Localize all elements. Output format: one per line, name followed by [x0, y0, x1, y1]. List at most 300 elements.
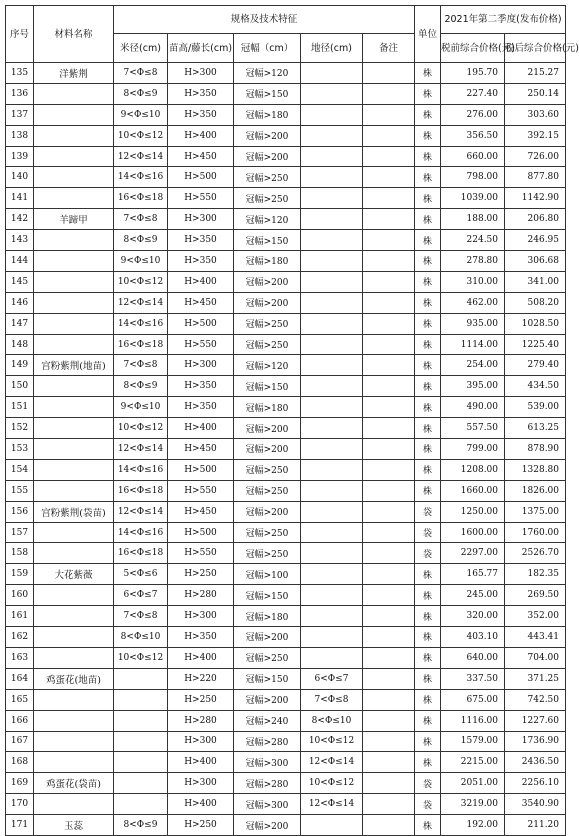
cell-remark — [363, 773, 415, 794]
cell-height: H>450 — [168, 292, 234, 313]
cell-post-tax-price: 1736.90 — [505, 731, 566, 752]
cell-unit: 株 — [415, 83, 441, 104]
cell-pre-tax-price: 1660.00 — [441, 480, 505, 501]
cell-material-name — [34, 167, 114, 188]
table-row — [6, 167, 566, 188]
cell-unit: 株 — [415, 752, 441, 773]
cell-height: H>300 — [168, 63, 234, 84]
table-row — [6, 146, 566, 167]
cell-material-name — [34, 606, 114, 627]
cell-seq: 135 — [6, 63, 34, 84]
cell-crown: 冠幅>280 — [234, 773, 301, 794]
cell-seq: 154 — [6, 459, 34, 480]
cell-post-tax-price: 443.41 — [505, 627, 566, 648]
cell-remark — [363, 167, 415, 188]
cell-diameter: 10<Φ≤12 — [114, 271, 168, 292]
cell-material-name — [34, 188, 114, 209]
cell-ground-diameter — [301, 167, 363, 188]
cell-crown: 冠幅>250 — [234, 647, 301, 668]
cell-seq: 155 — [6, 480, 34, 501]
cell-material-name — [34, 271, 114, 292]
cell-crown: 冠幅>250 — [234, 167, 301, 188]
table-body — [6, 63, 566, 836]
cell-remark — [363, 815, 415, 836]
cell-height: H>280 — [168, 710, 234, 731]
cell-post-tax-price: 2256.10 — [505, 773, 566, 794]
cell-material-name — [34, 689, 114, 710]
cell-seq: 151 — [6, 397, 34, 418]
cell-diameter: 16<Φ≤18 — [114, 480, 168, 501]
cell-crown: 冠幅>200 — [234, 418, 301, 439]
table-row — [6, 689, 566, 710]
cell-diameter: 6<Φ≤7 — [114, 585, 168, 606]
cell-material-name: 宫粉紫荆(地苗) — [34, 355, 114, 376]
cell-diameter: 14<Φ≤16 — [114, 313, 168, 334]
cell-ground-diameter — [301, 230, 363, 251]
table-row — [6, 376, 566, 397]
table-row — [6, 313, 566, 334]
cell-pre-tax-price: 2297.00 — [441, 543, 505, 564]
cell-pre-tax-price: 395.00 — [441, 376, 505, 397]
table-row — [6, 104, 566, 125]
cell-crown: 冠幅>150 — [234, 585, 301, 606]
cell-material-name: 鸡蛋花(袋苗) — [34, 773, 114, 794]
cell-ground-diameter — [301, 606, 363, 627]
cell-material-name — [34, 251, 114, 272]
cell-crown: 冠幅>200 — [234, 627, 301, 648]
cell-seq: 169 — [6, 773, 34, 794]
cell-crown: 冠幅>250 — [234, 313, 301, 334]
cell-pre-tax-price: 278.80 — [441, 251, 505, 272]
cell-crown: 冠幅>100 — [234, 564, 301, 585]
cell-seq: 136 — [6, 83, 34, 104]
header-price-group: 2021年第二季度(发布价格) — [441, 6, 566, 34]
cell-ground-diameter: 10<Φ≤12 — [301, 773, 363, 794]
table-row — [6, 668, 566, 689]
cell-pre-tax-price: 165.77 — [441, 564, 505, 585]
cell-pre-tax-price: 935.00 — [441, 313, 505, 334]
cell-remark — [363, 459, 415, 480]
cell-post-tax-price: 613.25 — [505, 418, 566, 439]
cell-material-name — [34, 647, 114, 668]
cell-seq: 159 — [6, 564, 34, 585]
cell-seq: 141 — [6, 188, 34, 209]
cell-post-tax-price: 539.00 — [505, 397, 566, 418]
cell-pre-tax-price: 245.00 — [441, 585, 505, 606]
cell-seq: 170 — [6, 794, 34, 815]
cell-diameter: 12<Φ≤14 — [114, 439, 168, 460]
cell-crown: 冠幅>250 — [234, 522, 301, 543]
cell-pre-tax-price: 675.00 — [441, 689, 505, 710]
cell-post-tax-price: 303.60 — [505, 104, 566, 125]
cell-height: H>550 — [168, 334, 234, 355]
cell-diameter: 16<Φ≤18 — [114, 334, 168, 355]
cell-post-tax-price: 250.14 — [505, 83, 566, 104]
cell-ground-diameter — [301, 104, 363, 125]
cell-post-tax-price: 215.27 — [505, 63, 566, 84]
cell-unit: 株 — [415, 334, 441, 355]
cell-pre-tax-price: 1039.00 — [441, 188, 505, 209]
table-row — [6, 585, 566, 606]
cell-seq: 164 — [6, 668, 34, 689]
cell-pre-tax-price: 557.50 — [441, 418, 505, 439]
cell-post-tax-price: 269.50 — [505, 585, 566, 606]
cell-material-name — [34, 752, 114, 773]
cell-remark — [363, 689, 415, 710]
cell-post-tax-price: 211.20 — [505, 815, 566, 836]
cell-pre-tax-price: 254.00 — [441, 355, 505, 376]
cell-ground-diameter — [301, 209, 363, 230]
cell-remark — [363, 188, 415, 209]
cell-crown: 冠幅>250 — [234, 188, 301, 209]
cell-pre-tax-price: 660.00 — [441, 146, 505, 167]
cell-crown: 冠幅>280 — [234, 731, 301, 752]
header-remark: 备注 — [363, 34, 415, 63]
cell-diameter: 14<Φ≤16 — [114, 167, 168, 188]
cell-diameter: 8<Φ≤9 — [114, 376, 168, 397]
cell-remark — [363, 752, 415, 773]
cell-ground-diameter: 8<Φ≤10 — [301, 710, 363, 731]
cell-ground-diameter — [301, 815, 363, 836]
cell-diameter: 8<Φ≤9 — [114, 230, 168, 251]
cell-height: H>500 — [168, 167, 234, 188]
cell-post-tax-price: 371.25 — [505, 668, 566, 689]
cell-crown: 冠幅>180 — [234, 606, 301, 627]
cell-pre-tax-price: 320.00 — [441, 606, 505, 627]
cell-unit: 株 — [415, 689, 441, 710]
cell-ground-diameter: 10<Φ≤12 — [301, 731, 363, 752]
cell-remark — [363, 543, 415, 564]
cell-diameter: 10<Φ≤12 — [114, 647, 168, 668]
cell-remark — [363, 209, 415, 230]
cell-remark — [363, 355, 415, 376]
table-row — [6, 63, 566, 84]
cell-remark — [363, 418, 415, 439]
cell-ground-diameter — [301, 83, 363, 104]
cell-height: H>300 — [168, 731, 234, 752]
cell-remark — [363, 585, 415, 606]
cell-ground-diameter — [301, 564, 363, 585]
cell-diameter: 7<Φ≤8 — [114, 606, 168, 627]
cell-unit: 株 — [415, 146, 441, 167]
cell-material-name — [34, 418, 114, 439]
cell-seq: 146 — [6, 292, 34, 313]
cell-pre-tax-price: 3219.00 — [441, 794, 505, 815]
cell-diameter: 9<Φ≤10 — [114, 104, 168, 125]
cell-diameter: 12<Φ≤14 — [114, 501, 168, 522]
cell-crown: 冠幅>250 — [234, 334, 301, 355]
cell-ground-diameter: 12<Φ≤14 — [301, 794, 363, 815]
cell-ground-diameter — [301, 418, 363, 439]
cell-material-name — [34, 313, 114, 334]
cell-ground-diameter — [301, 439, 363, 460]
cell-diameter: 16<Φ≤18 — [114, 543, 168, 564]
cell-unit: 袋 — [415, 794, 441, 815]
cell-post-tax-price: 1028.50 — [505, 313, 566, 334]
cell-remark — [363, 606, 415, 627]
cell-unit: 株 — [415, 188, 441, 209]
cell-diameter: 10<Φ≤12 — [114, 125, 168, 146]
cell-post-tax-price: 3540.90 — [505, 794, 566, 815]
cell-pre-tax-price: 192.00 — [441, 815, 505, 836]
cell-post-tax-price: 877.80 — [505, 167, 566, 188]
cell-crown: 冠幅>200 — [234, 146, 301, 167]
cell-diameter — [114, 794, 168, 815]
cell-crown: 冠幅>180 — [234, 397, 301, 418]
cell-seq: 152 — [6, 418, 34, 439]
cell-ground-diameter — [301, 271, 363, 292]
cell-diameter — [114, 668, 168, 689]
cell-material-name — [34, 522, 114, 543]
cell-pre-tax-price: 224.50 — [441, 230, 505, 251]
cell-unit: 株 — [415, 251, 441, 272]
table-row — [6, 271, 566, 292]
cell-ground-diameter — [301, 647, 363, 668]
cell-height: H>300 — [168, 355, 234, 376]
cell-post-tax-price: 352.00 — [505, 606, 566, 627]
cell-unit: 株 — [415, 731, 441, 752]
table-row — [6, 334, 566, 355]
cell-post-tax-price: 742.50 — [505, 689, 566, 710]
cell-height: H>250 — [168, 689, 234, 710]
cell-unit: 株 — [415, 564, 441, 585]
cell-height: H>350 — [168, 627, 234, 648]
cell-seq: 142 — [6, 209, 34, 230]
header-crown: 冠幅（cm） — [234, 34, 301, 63]
cell-remark — [363, 251, 415, 272]
cell-unit: 袋 — [415, 501, 441, 522]
cell-remark — [363, 63, 415, 84]
cell-height: H>300 — [168, 773, 234, 794]
cell-remark — [363, 292, 415, 313]
cell-material-name — [34, 627, 114, 648]
header-height: 苗高/藤长(cm) — [168, 34, 234, 63]
cell-ground-diameter — [301, 292, 363, 313]
cell-remark — [363, 480, 415, 501]
header-seq: 序号 — [6, 6, 34, 63]
cell-height: H>550 — [168, 188, 234, 209]
cell-ground-diameter — [301, 480, 363, 501]
cell-ground-diameter — [301, 397, 363, 418]
cell-height: H>400 — [168, 271, 234, 292]
cell-material-name — [34, 376, 114, 397]
table-row — [6, 564, 566, 585]
cell-pre-tax-price: 337.50 — [441, 668, 505, 689]
cell-remark — [363, 627, 415, 648]
cell-remark — [363, 146, 415, 167]
cell-height: H>500 — [168, 313, 234, 334]
cell-ground-diameter: 12<Φ≤14 — [301, 752, 363, 773]
cell-seq: 167 — [6, 731, 34, 752]
cell-height: H>250 — [168, 564, 234, 585]
cell-crown: 冠幅>240 — [234, 710, 301, 731]
cell-crown: 冠幅>120 — [234, 355, 301, 376]
cell-ground-diameter — [301, 334, 363, 355]
cell-remark — [363, 647, 415, 668]
cell-height: H>450 — [168, 439, 234, 460]
cell-remark — [363, 731, 415, 752]
cell-diameter: 10<Φ≤12 — [114, 418, 168, 439]
cell-crown: 冠幅>200 — [234, 439, 301, 460]
cell-post-tax-price: 306.68 — [505, 251, 566, 272]
cell-post-tax-price: 392.15 — [505, 125, 566, 146]
table-row — [6, 543, 566, 564]
cell-height: H>350 — [168, 83, 234, 104]
table-row — [6, 752, 566, 773]
cell-unit: 株 — [415, 439, 441, 460]
cell-post-tax-price: 1375.00 — [505, 501, 566, 522]
cell-seq: 165 — [6, 689, 34, 710]
cell-material-name — [34, 710, 114, 731]
cell-post-tax-price: 1227.60 — [505, 710, 566, 731]
cell-unit: 袋 — [415, 543, 441, 564]
cell-remark — [363, 230, 415, 251]
cell-unit: 株 — [415, 209, 441, 230]
cell-pre-tax-price: 1114.00 — [441, 334, 505, 355]
cell-crown: 冠幅>250 — [234, 543, 301, 564]
cell-ground-diameter — [301, 251, 363, 272]
cell-seq: 166 — [6, 710, 34, 731]
cell-seq: 137 — [6, 104, 34, 125]
cell-material-name — [34, 146, 114, 167]
cell-height: H>550 — [168, 480, 234, 501]
cell-height: H>400 — [168, 752, 234, 773]
cell-unit: 株 — [415, 585, 441, 606]
cell-height: H>400 — [168, 794, 234, 815]
header-material-name: 材料名称 — [34, 6, 114, 63]
table-row — [6, 627, 566, 648]
cell-seq: 171 — [6, 815, 34, 836]
cell-material-name — [34, 585, 114, 606]
cell-remark — [363, 501, 415, 522]
cell-crown: 冠幅>300 — [234, 794, 301, 815]
cell-height: H>250 — [168, 815, 234, 836]
cell-unit: 株 — [415, 606, 441, 627]
header-ground-diameter: 地径(cm) — [301, 34, 363, 63]
cell-unit: 株 — [415, 104, 441, 125]
cell-pre-tax-price: 1116.00 — [441, 710, 505, 731]
cell-seq: 160 — [6, 585, 34, 606]
cell-pre-tax-price: 2215.00 — [441, 752, 505, 773]
cell-crown: 冠幅>250 — [234, 459, 301, 480]
cell-remark — [363, 271, 415, 292]
cell-height: H>400 — [168, 647, 234, 668]
cell-height: H>220 — [168, 668, 234, 689]
cell-unit: 株 — [415, 167, 441, 188]
cell-post-tax-price: 726.00 — [505, 146, 566, 167]
header-post-tax-price: 税后综合价格(元) — [505, 34, 566, 63]
cell-unit: 株 — [415, 355, 441, 376]
cell-pre-tax-price: 356.50 — [441, 125, 505, 146]
cell-diameter: 8<Φ≤9 — [114, 83, 168, 104]
cell-unit: 株 — [415, 292, 441, 313]
cell-crown: 冠幅>120 — [234, 63, 301, 84]
cell-diameter: 14<Φ≤16 — [114, 522, 168, 543]
cell-diameter — [114, 731, 168, 752]
cell-seq: 138 — [6, 125, 34, 146]
table-row — [6, 439, 566, 460]
cell-pre-tax-price: 640.00 — [441, 647, 505, 668]
table-row — [6, 815, 566, 836]
cell-ground-diameter — [301, 459, 363, 480]
cell-pre-tax-price: 403.10 — [441, 627, 505, 648]
cell-crown: 冠幅>150 — [234, 83, 301, 104]
cell-ground-diameter — [301, 355, 363, 376]
cell-remark — [363, 334, 415, 355]
table-row — [6, 647, 566, 668]
cell-material-name: 玉蕊 — [34, 815, 114, 836]
table-row — [6, 710, 566, 731]
cell-remark — [363, 564, 415, 585]
cell-diameter: 7<Φ≤8 — [114, 355, 168, 376]
cell-pre-tax-price: 195.70 — [441, 63, 505, 84]
cell-height: H>300 — [168, 606, 234, 627]
cell-seq: 156 — [6, 501, 34, 522]
cell-seq: 157 — [6, 522, 34, 543]
cell-post-tax-price: 508.20 — [505, 292, 566, 313]
cell-pre-tax-price: 462.00 — [441, 292, 505, 313]
table-row — [6, 125, 566, 146]
cell-crown: 冠幅>200 — [234, 501, 301, 522]
cell-seq: 153 — [6, 439, 34, 460]
table-row — [6, 480, 566, 501]
cell-diameter — [114, 773, 168, 794]
cell-height: H>350 — [168, 376, 234, 397]
cell-post-tax-price: 341.00 — [505, 271, 566, 292]
cell-ground-diameter — [301, 146, 363, 167]
cell-unit: 株 — [415, 125, 441, 146]
cell-seq: 147 — [6, 313, 34, 334]
cell-crown: 冠幅>180 — [234, 104, 301, 125]
cell-crown: 冠幅>300 — [234, 752, 301, 773]
table-row — [6, 355, 566, 376]
cell-pre-tax-price: 799.00 — [441, 439, 505, 460]
cell-remark — [363, 376, 415, 397]
table-row — [6, 418, 566, 439]
cell-ground-diameter: 6<Φ≤7 — [301, 668, 363, 689]
cell-material-name — [34, 104, 114, 125]
cell-unit: 株 — [415, 313, 441, 334]
cell-ground-diameter — [301, 501, 363, 522]
cell-height: H>350 — [168, 397, 234, 418]
cell-seq: 168 — [6, 752, 34, 773]
cell-material-name — [34, 83, 114, 104]
cell-crown: 冠幅>200 — [234, 271, 301, 292]
cell-unit: 株 — [415, 668, 441, 689]
cell-diameter: 8<Φ≤10 — [114, 627, 168, 648]
cell-height: H>500 — [168, 522, 234, 543]
cell-seq: 148 — [6, 334, 34, 355]
table-row — [6, 230, 566, 251]
cell-diameter — [114, 710, 168, 731]
cell-diameter — [114, 752, 168, 773]
cell-unit: 株 — [415, 627, 441, 648]
cell-height: H>300 — [168, 209, 234, 230]
cell-diameter — [114, 689, 168, 710]
cell-diameter: 12<Φ≤14 — [114, 292, 168, 313]
cell-post-tax-price: 206.80 — [505, 209, 566, 230]
table-header — [6, 6, 579, 63]
cell-post-tax-price: 2526.70 — [505, 543, 566, 564]
cell-remark — [363, 104, 415, 125]
header-spec-group: 规格及技术特征 — [114, 6, 415, 34]
cell-material-name — [34, 334, 114, 355]
cell-post-tax-price: 246.95 — [505, 230, 566, 251]
cell-post-tax-price: 1225.40 — [505, 334, 566, 355]
table-row — [6, 773, 566, 794]
cell-crown: 冠幅>150 — [234, 230, 301, 251]
cell-pre-tax-price: 798.00 — [441, 167, 505, 188]
